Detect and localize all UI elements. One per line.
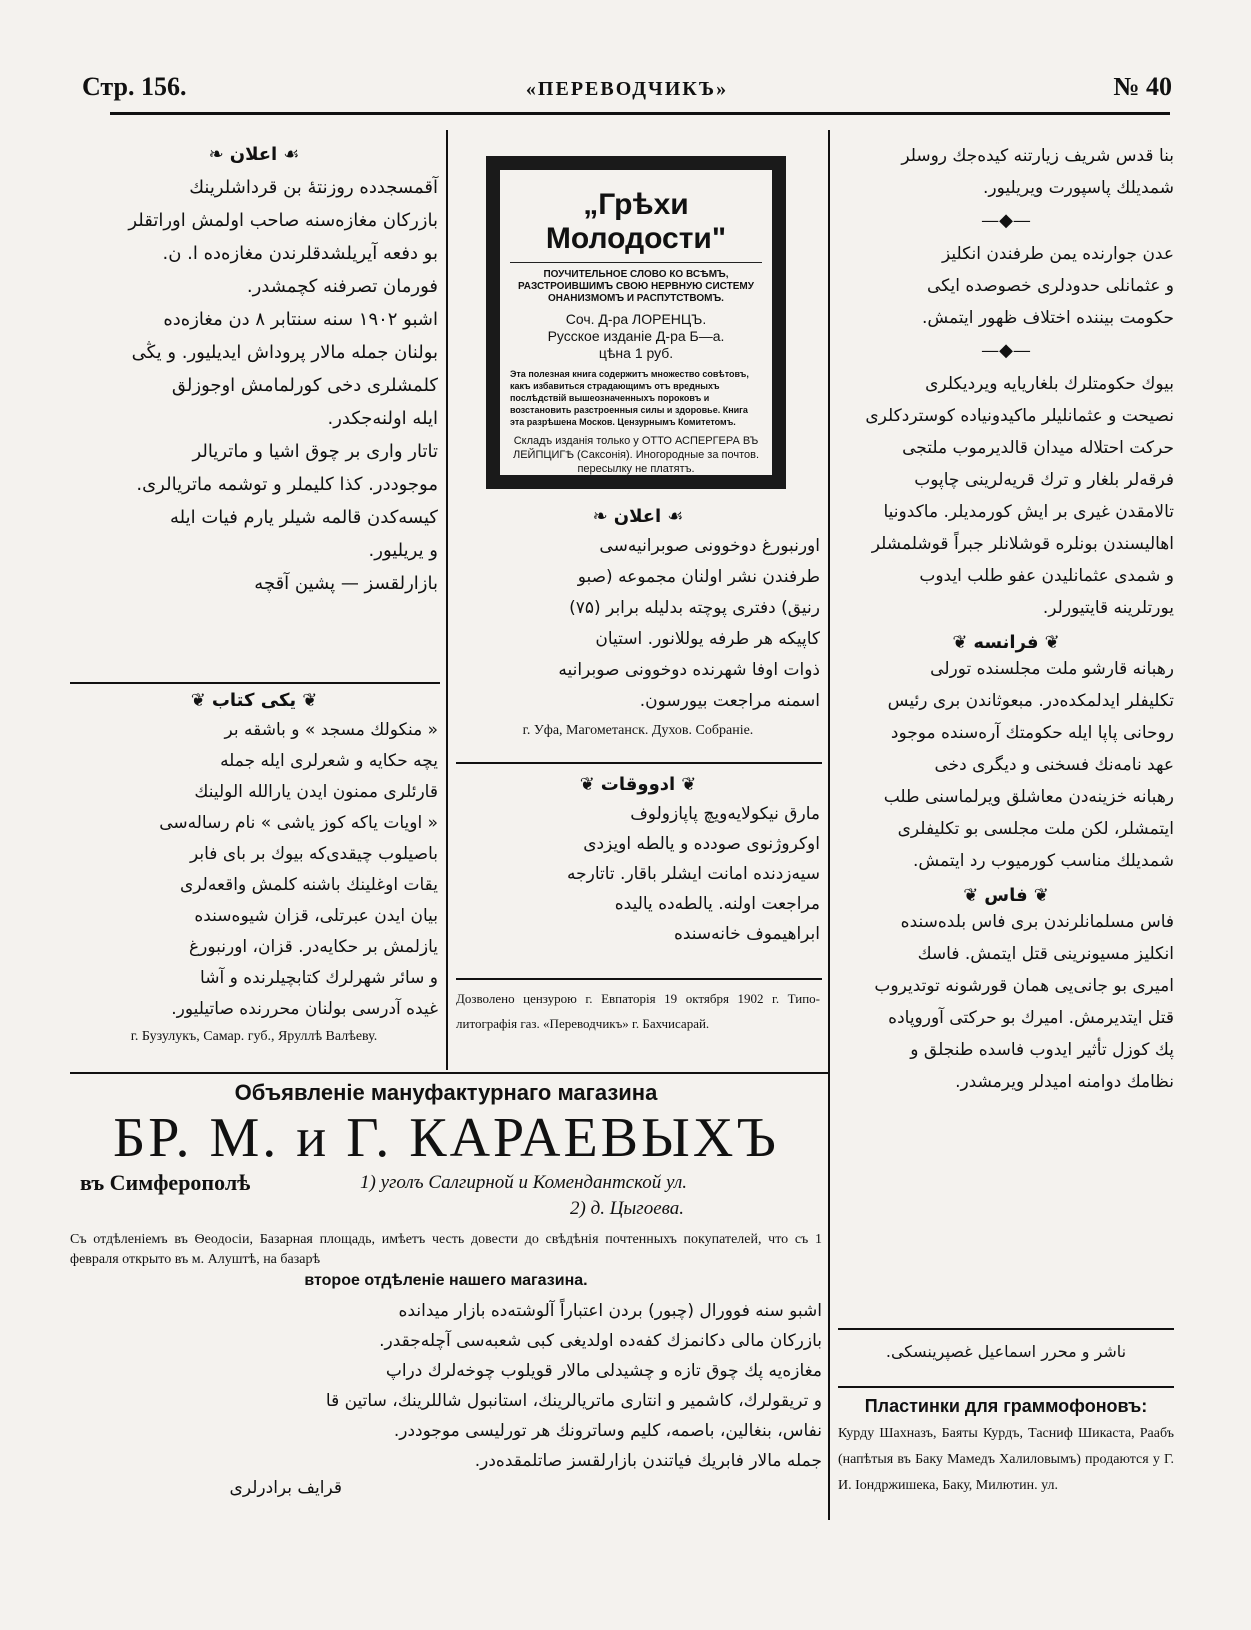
news-line: يورتلرينه قايتيورلر.	[1042, 598, 1174, 618]
header-rule	[110, 112, 1170, 115]
ad-line: ايله اولنه‌جكدر.	[327, 408, 438, 429]
france-line: تكليفلر ايدلمكده‌در. مبعوثاندن بری رئيس	[887, 691, 1174, 711]
records-title: Пластинки для граммофоновъ:	[864, 1396, 1148, 1416]
ad-heading: ❧ اعلان ☙	[208, 144, 300, 165]
ornament-icon: ❦	[190, 690, 206, 711]
records-text: Курду Шахназъ, Баяты Курдъ, Тасниф Шикаста, Раабъ (напѣтыя въ Баку Мамедъ Халиловымъ) продаются у Г. И. Іондржишека, Баку, Милютин. ул.	[838, 1426, 1174, 1493]
ornament-icon: ❦	[963, 885, 979, 906]
store-line: بازركان مالی دكانمزك كفه‌ده اولديغی كبی شعبه‌سی آچله‌جقدر.	[379, 1331, 822, 1351]
middle-ad	[456, 506, 820, 739]
ornament-icon: ❦	[1033, 885, 1049, 906]
store-city: въ Симферополѣ	[80, 1170, 251, 1195]
news-line: حركت احتلاله ميدان قالديرموب ملتجی	[902, 438, 1174, 458]
france-line: روحانی پاپا ايله حكومتك آره‌سنده موجود	[890, 723, 1174, 743]
middle-ad-heading: ❧ اعلان ☙	[592, 506, 684, 527]
book-line: غيده آدرسی بولنان محررنده صاتيليور.	[171, 999, 438, 1019]
store-owners: БР. М. и Г. КАРАЕВЫХЪ	[113, 1107, 779, 1169]
news-line: اهاليسندن بونلره قوشلانلر جبراً قوشلمشلر	[871, 534, 1174, 554]
middle-ad-line: اورنبورغ دوخوونی صوبرانيه‌سی	[599, 536, 820, 556]
ornament-icon: ❧	[592, 506, 608, 527]
book-line: باصيلوب چيقدی‌كه بيوك بر بای فابر	[190, 844, 438, 864]
news-line: عدن جوارنده يمن طرفندن انكليز	[941, 244, 1174, 264]
book-line: قارئلری ممنون ايدن يارالله الولينك	[194, 782, 438, 802]
middle-ad-line: ذوات اوفا شهرنده دوخوونی صوبرانيه	[558, 660, 820, 680]
ad-line: تاتار واری بر چوق اشيا و ماتريالر	[192, 441, 438, 462]
book-line: يقات اوغلينك باشنه كلمش واقعه‌لری	[179, 875, 438, 895]
section-rule	[838, 1386, 1174, 1388]
fez-text	[838, 906, 1174, 1098]
news-balkans	[838, 368, 1174, 624]
ornament-icon: ❦	[952, 632, 968, 653]
records-ad	[838, 1396, 1174, 1499]
book-price: цѣна 1 руб.	[598, 345, 674, 361]
store-intro: Объявленіе мануфактурнаго магазина	[234, 1080, 658, 1105]
newspaper-title: «ПЕРЕВОДЧИКЪ»	[525, 78, 729, 100]
store-advert	[70, 1080, 822, 1498]
book-description: Эта полезная книга содержитъ множество совѣтовъ, какъ избавиться страдающимъ отъ вредныхъ послѣдствій вышеозначенныхъ пороковъ и возстановить разстроенныя силы и здоровье. Книга эта разрѣшена Москов. Цензурнымъ Комитетомъ.	[510, 369, 749, 427]
left-column	[70, 144, 438, 600]
advocate-heading: ❦ ادووقات ❦	[579, 774, 697, 795]
advocate-line: مارق نيكولايه‌ويچ پاپازولوف	[630, 804, 820, 824]
ornament-icon: ❦	[302, 690, 318, 711]
section-rule	[70, 682, 440, 684]
news-aden	[838, 238, 1174, 334]
middle-ad-line: كاپيكه هر طرفه يوللانور. استيان	[595, 629, 820, 649]
store-line: اشبو سنه فوورال (چبور) بردن اعتباراً آلوشته‌ده بازار ميدانده	[398, 1301, 822, 1321]
advocate-line: سيه‌زدنده امانت ايشلر باقار. تاتارجه	[567, 864, 820, 884]
book-line: و سائر شهرلرك كتابچيلرنده و آشا	[200, 968, 438, 988]
new-book-heading: ❦ يكى كتاب ❦	[190, 690, 318, 711]
news-line: شمديلك پاسپورت ويريليور.	[983, 178, 1174, 198]
ad-line: كيسه‌كدن قالمه شيلر يارم فيات ايله	[169, 507, 438, 528]
advocate-line: اوكروژنوی صودده و يالطه اويزدی	[583, 834, 820, 854]
france-line: عهد نامه‌نك فسخنی و ديگری دخی	[934, 755, 1174, 775]
ad-line: بولنان جمله مالار پروداش ايديليور. و يڭی	[131, 342, 438, 363]
publisher-line: ناشر و محرر اسماعيل غصپرينسكى.	[885, 1342, 1127, 1361]
ornament-icon: ❦	[1044, 632, 1060, 653]
ornament-icon: ❦	[579, 774, 595, 795]
store-address-2: 2) д. Цыгоева.	[570, 1198, 684, 1219]
book-line: يچه حكايه و شعرلری ايله جمله	[220, 751, 438, 771]
ad-line: آقمسجدده روزنتهٔ بن قرداشلرينك	[189, 177, 438, 198]
fez-line: اميری بو جانی‌يی همان قورشونه توتديروب	[874, 976, 1174, 996]
ad-line: كلمشلری دخی كورلمامش اوجوزلق	[171, 375, 438, 396]
fez-line: پك كوزل تأثير ايدوب فاسده طنجلق و	[910, 1040, 1174, 1060]
fez-heading: ❦ فاس ❦	[963, 885, 1049, 906]
store-address-block	[70, 1170, 822, 1224]
france-line: ايتمشلر، لكن ملت مجلسی بو تكليفلری	[897, 819, 1174, 839]
fez-line: نظامك دوامنه اميدلر ويرمشدر.	[955, 1072, 1174, 1092]
ad-line: بازارلقسز — پشين آقچه	[254, 573, 438, 594]
middle-ad-signature: г. Уфа, Магометанск. Духов. Собраніе.	[522, 723, 754, 738]
book-author: Соч. Д-ра ЛОРЕНЦЪ.	[565, 311, 707, 327]
column-rule-right	[828, 130, 830, 1520]
store-line: و تريقولرك، كاشمير و انتاری ماتريالرينك، استانبول شاللرينك، ساتين قا	[325, 1391, 822, 1411]
new-book-text	[70, 715, 438, 1025]
book-line: بيان ايدن عبرتلی، قزان شيوه‌سنده	[194, 906, 438, 926]
ad-line: بازركان مغازەسنه صاحب اولمش اوراتقلر	[128, 210, 438, 231]
store-notice-turkic	[70, 1296, 822, 1476]
ad-line: فورمان تصرفنه كچمشدر.	[246, 276, 438, 297]
france-line: رهبانه خزينه‌دن معاشلق ويرلماسنی طلب	[883, 787, 1174, 807]
new-book-section	[70, 690, 438, 1045]
book-line: « اويات ياكه كوز ياشی » نام رساله‌سی	[159, 813, 438, 833]
store-notice: Съ отдѣленіемъ въ Ѳеодосіи, Базарная площадь, имѣетъ честь довести до свѣдѣнія почтенныхъ покупателей, что съ 1 февраля открыто въ м. Алуштѣ, на базарѣ	[70, 1232, 822, 1267]
fez-line: انكليز مسيونرينی قتل ايتمش. فاسك	[917, 944, 1174, 964]
fez-line: فاس مسلمانلرندن بری فاس بلده‌سنده	[900, 912, 1174, 932]
advocate-line: مراجعت اولنه. يالطه‌ده ياليده	[614, 894, 820, 914]
column-rule-left	[446, 130, 448, 1070]
section-rule	[838, 1328, 1174, 1330]
store-signature: قرايف برادرلری	[229, 1478, 342, 1498]
news-line: حكومت بيننده اختلاف ظهور ايتمش.	[921, 308, 1174, 328]
news-line: و شمدی عثمانليدن عفو طلب ايدوب	[919, 566, 1174, 586]
new-book-signature: г. Бузулукъ, Самар. губ., Яруллѣ Валѣеву.	[130, 1029, 378, 1044]
book-subtitle: ПОУЧИТЕЛЬНОЕ СЛОВО КО ВСѢМЪ, РАЗСТРОИВШИМЪ СВОЮ НЕРВНУЮ СИСТЕМУ ОНАНИЗМОМЪ И РАСПУТСТВОМЪ.	[510, 262, 762, 305]
store-address-1: 1) уголъ Салгирной и Комендантской ул.	[360, 1172, 687, 1193]
news-line: بنا قدس شريف زيارتنه كيده‌جك روسلر	[901, 146, 1174, 166]
book-edition: Русское изданіе Д-ра Б—а.	[547, 328, 725, 344]
middle-ad-line: رنيق) دفتری پوچته بدليله برابر (۷۵)	[569, 598, 820, 618]
news-line: بيوك حكومتلرك بلغاريايه ويرديكلری	[925, 374, 1174, 394]
france-heading: ❦ فرانسه ❦	[952, 632, 1060, 653]
section-rule	[456, 762, 822, 764]
france-line: رهبانه قارشو ملت مجلسنده تورلی	[930, 659, 1174, 679]
advocate-line: ابراهيموف خانه‌سنده	[673, 924, 820, 944]
ad-text	[70, 171, 438, 600]
section-rule	[456, 978, 822, 980]
book-title: „Грѣхи Молодости"	[545, 188, 727, 255]
ornament-icon: ❦	[681, 774, 697, 795]
middle-ad-text	[456, 531, 820, 717]
section-rule	[70, 1072, 830, 1074]
diamond-separator-icon: —◆—	[981, 210, 1031, 231]
store-line: مغازه‌يه پك چوق تازه و چشيدلی مالار قويلوب چوخه‌لرك دراپ	[385, 1361, 822, 1381]
ornament-icon: ☙	[283, 144, 300, 165]
store-line: جمله مالار فابريك فياتندن بازارلقسز صاتلمقده‌در.	[474, 1451, 822, 1471]
page-number: Стр. 156.	[82, 72, 187, 101]
france-line: شمديلك مناسب كورميوب رد ايتمش.	[912, 851, 1174, 871]
book-line: يازلمش بر حكايه‌در. قزان، اورنبورغ	[189, 937, 438, 957]
book-line: « منكولك مسجد » و باشقه بر	[224, 720, 438, 740]
ornament-icon: ☙	[667, 506, 684, 527]
censor-note: Дозволено цензурою г. Евпаторія 19 октября 1902 г. Типо-литографія газ. «Переводчикъ» г. Бахчисарай.	[456, 991, 820, 1031]
news-line: تالامقدن غيری بر ايش كورمديلر. ماكدونيا	[883, 502, 1174, 522]
store-branch: второе отдѣленіе нашего магазина.	[304, 1272, 588, 1289]
issue-number: № 40	[1113, 72, 1172, 101]
ad-line: اشبو ۱۹۰۲ سنه سنتابر ۸ دن مغازەده	[163, 309, 438, 330]
advocate-text	[456, 799, 820, 949]
news-line: نصيحت و عثمانليلر ماكيدونياده كوستردكلری	[865, 406, 1174, 426]
middle-ad-line: طرفندن نشر اولنان مجموعه (صبو	[577, 567, 820, 587]
news-line: و عثمانلی حدودلری خصوصده ايكی	[926, 276, 1174, 296]
fez-line: قتل ايتديرمش. اميرك بو حركتی آوروپاده	[888, 1008, 1174, 1028]
advocate-section	[456, 774, 820, 949]
ornament-icon: ❧	[208, 144, 224, 165]
ad-line: بو دفعه آيريلشدقلرندن مغازەده ا. ن.	[162, 243, 438, 264]
france-text	[838, 653, 1174, 877]
ad-line: و يريليور.	[368, 540, 438, 561]
ad-line: موجوددر. كذا كليملر و توشمه ماتريالری.	[136, 474, 438, 495]
diamond-separator-icon: —◆—	[981, 340, 1031, 361]
page-header	[82, 72, 1172, 112]
book-warehouse: Складъ изданія только у ОТТО АСПЕРГЕРА ВЪ ЛЕЙПЦИГѢ (Саксонія). Иногородные за почтов. пересылку не платятъ.	[512, 435, 760, 475]
right-column	[838, 140, 1174, 1098]
middle-ad-line: اسمنه مراجعت بيورسون.	[639, 691, 820, 711]
book-advert	[486, 156, 786, 489]
news-jerusalem	[838, 140, 1174, 204]
store-line: نفاس، بنغالين، باصمه، كليم وساترونك هر تورليسی موجوددر.	[393, 1421, 822, 1441]
news-line: فرقه‌لر بلغار و ترك قريه‌لرينی چاپوب	[914, 470, 1174, 490]
